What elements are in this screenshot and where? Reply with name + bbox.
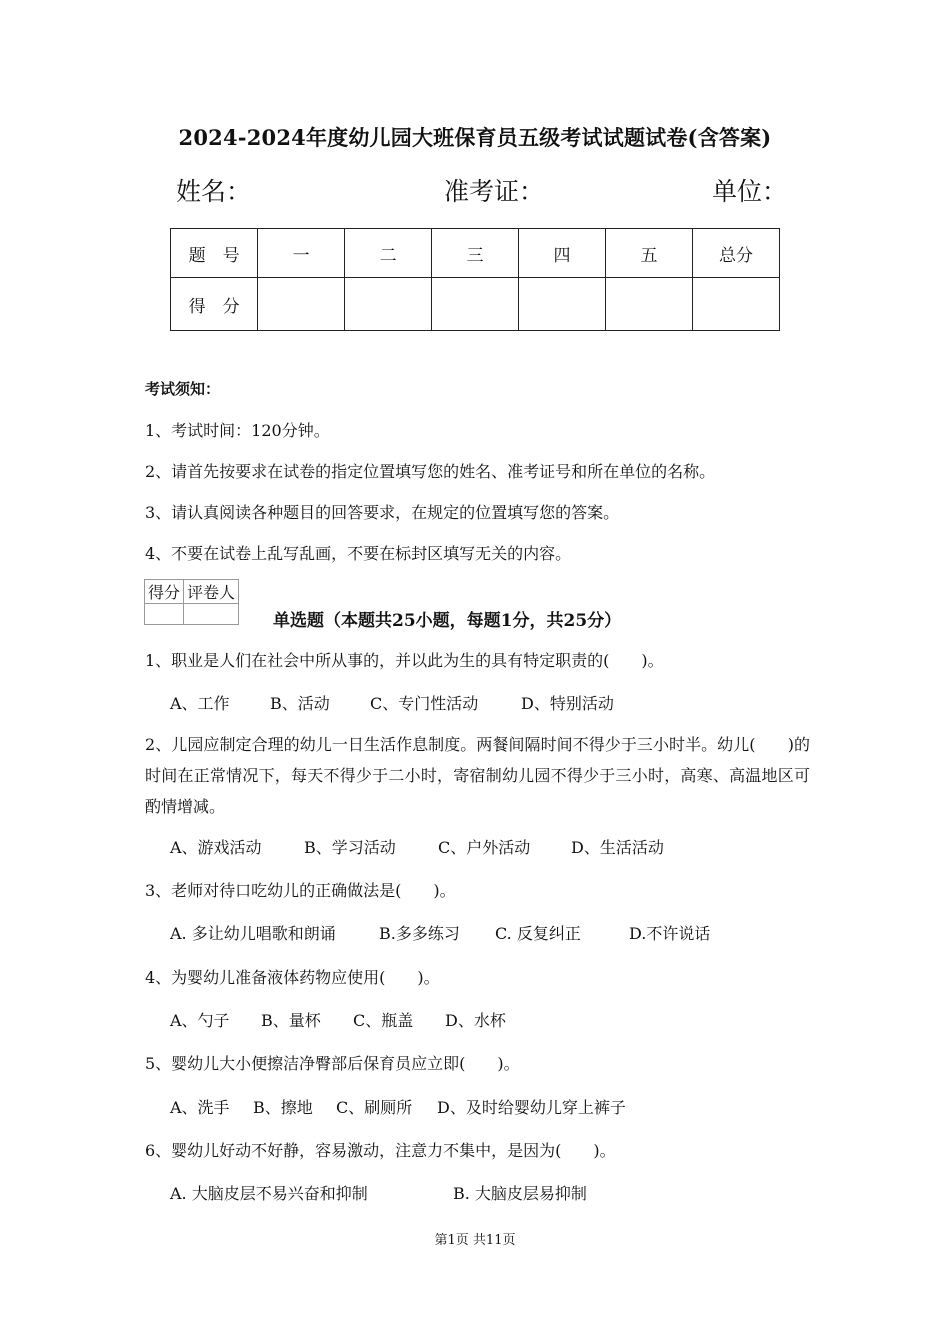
grader-score-label: 得分 [145, 580, 184, 604]
question-option: A、勺子 [170, 1011, 230, 1030]
question-option: D、生活活动 [571, 838, 664, 857]
question-option: C、专门性活动 [370, 694, 479, 713]
score-header-cell: 四 [519, 229, 606, 278]
question-stem: 3、老师对待口吃幼儿的正确做法是( )。 [145, 881, 456, 900]
exam-id-field-label: 准考证： [444, 177, 545, 206]
score-header-cell: 三 [432, 229, 519, 278]
score-header-cell: 题 号 [171, 229, 258, 278]
grader-score-cell[interactable] [145, 604, 184, 625]
unit-field-label: 单位： [712, 177, 788, 206]
question-option: D、及时给婴幼儿穿上裤子 [437, 1098, 626, 1117]
name-field-label: 姓名： [176, 177, 252, 206]
score-cell[interactable] [432, 278, 519, 331]
question-option: A、工作 [170, 694, 230, 713]
score-header-cell: 总分 [692, 229, 779, 278]
score-cell[interactable] [606, 278, 693, 331]
notice-item: 4、不要在试卷上乱写乱画，不要在标封区填写无关的内容。 [145, 544, 572, 563]
question-option: B、学习活动 [304, 838, 396, 857]
score-table [170, 228, 780, 331]
score-table-score-row [171, 278, 780, 331]
question-option: C、户外活动 [438, 838, 531, 857]
question-option: C、刷厕所 [336, 1098, 413, 1117]
notice-item: 3、请认真阅读各种题目的回答要求，在规定的位置填写您的答案。 [145, 503, 620, 522]
question-option: D、特别活动 [521, 694, 614, 713]
question-stem: 2、儿园应制定合理的幼儿一日生活作息制度。两餐间隔时间不得少于三小时半。幼儿( )的时间在正常情况下，每天不得少于二小时，寄宿制幼儿园不得少于三小时，高寒、高温地区可酌情增减。 [145, 735, 810, 816]
question-option: B. 大脑皮层易抑制 [453, 1184, 587, 1203]
score-table-header-row [171, 229, 780, 278]
score-cell[interactable] [519, 278, 606, 331]
question-option: B、擦地 [253, 1098, 313, 1117]
grader-box [144, 579, 239, 625]
question-option: A、洗手 [170, 1098, 230, 1117]
question-stem: 1、职业是人们在社会中所从事的，并以此为生的具有特定职责的( )。 [145, 651, 664, 670]
score-cell[interactable] [692, 278, 779, 331]
page-footer: 第1页 共11页 [434, 1233, 516, 1248]
question-option: C、瓶盖 [353, 1011, 414, 1030]
question-option: A. 多让幼儿唱歌和朗诵 [170, 924, 336, 943]
question-option: A. 大脑皮层不易兴奋和抑制 [170, 1184, 368, 1203]
question-option: B.多多练习 [379, 924, 460, 943]
notice-heading: 考试须知： [145, 380, 221, 398]
question-option: B、活动 [270, 694, 330, 713]
grader-reviewer-cell[interactable] [184, 604, 239, 625]
section-heading: 单选题（本题共25小题，每题1分，共25分） [273, 611, 622, 631]
score-header-cell: 五 [606, 229, 693, 278]
score-cell[interactable] [345, 278, 432, 331]
question-stem: 4、为婴幼儿准备液体药物应使用( )。 [145, 968, 440, 987]
notice-item: 1、考试时间：120分钟。 [145, 421, 330, 440]
question-option: B、量杯 [261, 1011, 321, 1030]
question-option: C. 反复纠正 [495, 924, 581, 943]
question-option: D.不许说话 [629, 924, 711, 943]
notice-item: 2、请首先按要求在试卷的指定位置填写您的姓名、准考证号和所在单位的名称。 [145, 462, 716, 481]
question-stem: 5、婴幼儿大小便擦洁净臀部后保育员应立即( )。 [145, 1054, 520, 1073]
grader-reviewer-label: 评卷人 [184, 580, 239, 604]
document-title: 2024-2024年度幼儿园大班保育员五级考试试题试卷(含答案) [178, 125, 772, 150]
score-header-cell: 二 [345, 229, 432, 278]
question-option: A、游戏活动 [170, 838, 262, 857]
score-header-cell: 一 [258, 229, 345, 278]
score-cell[interactable] [258, 278, 345, 331]
score-row-label: 得 分 [171, 278, 258, 331]
question-option: D、水杯 [445, 1011, 506, 1030]
question-stem: 6、婴幼儿好动不好静，容易激动，注意力不集中，是因为( )。 [145, 1141, 616, 1160]
